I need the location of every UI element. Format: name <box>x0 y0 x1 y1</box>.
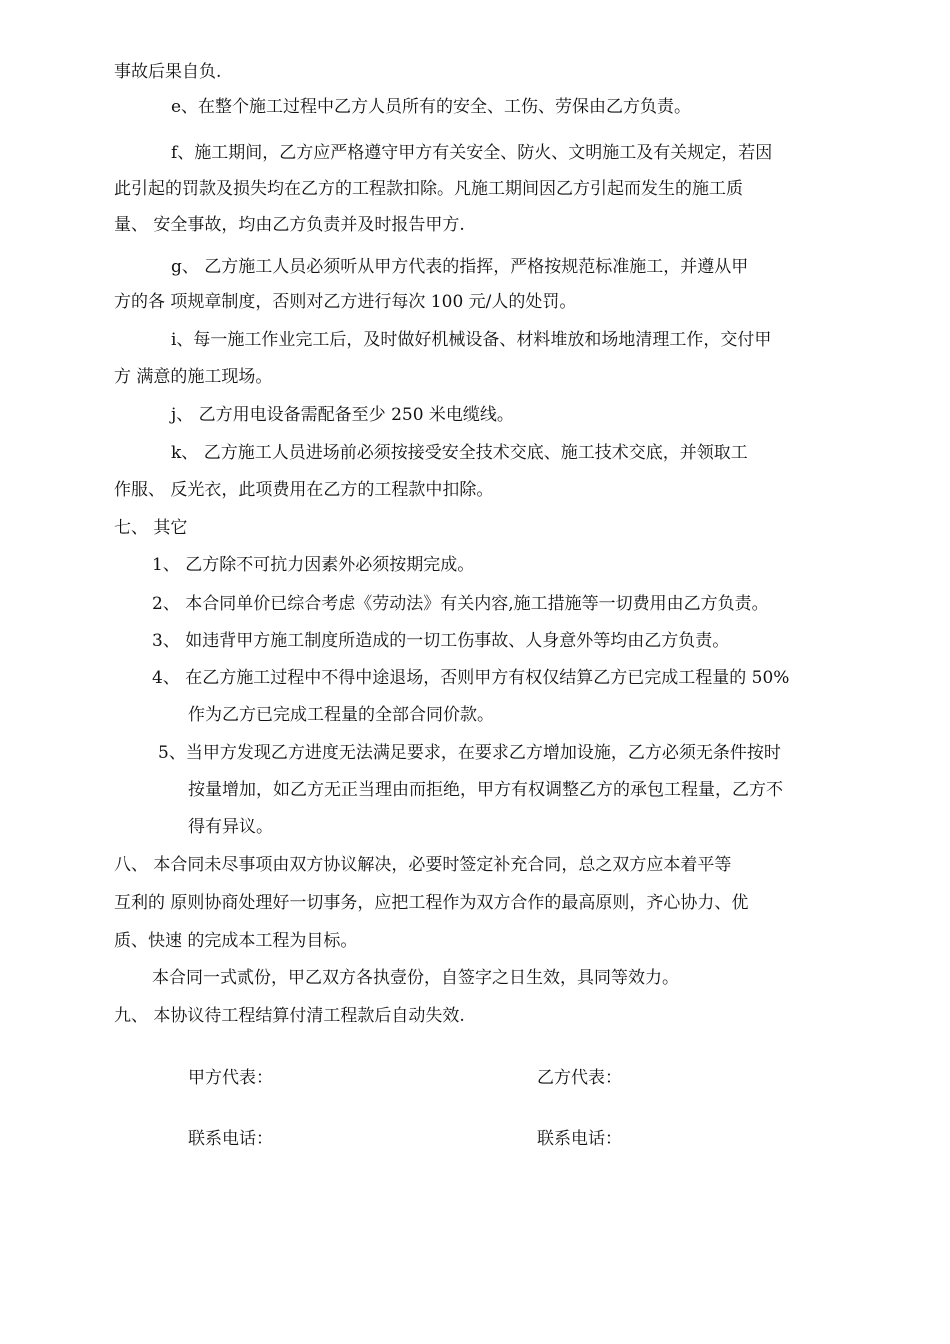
party-a-phone-label: 联系电话： <box>188 1129 273 1149</box>
section-heading: 七、 其它 <box>114 518 188 538</box>
text-line: 量、 安全事故，均由乙方负责并及时报告甲方. <box>114 215 465 235</box>
list-item-continuation: 得有异议。 <box>188 817 273 837</box>
section-heading: 九、 本协议待工程结算付清工程款后自动失效. <box>114 1006 465 1026</box>
party-a-rep-label: 甲方代表： <box>188 1068 273 1088</box>
text-line: 事故后果自负. <box>114 62 222 82</box>
text-line: i、每一施工作业完工后，及时做好机械设备、材料堆放和场地清理工作，交付甲 <box>171 330 772 350</box>
list-item: 3、 如违背甲方施工制度所造成的一切工伤事故、人身意外等均由乙方负责。 <box>152 631 730 651</box>
text-line: 方的各 项规章制度，否则对乙方进行每次 100 元/人的处罚。 <box>114 292 577 312</box>
text-line: j、 乙方用电设备需配备至少 250 米电缆线。 <box>171 405 514 425</box>
list-item: 1、 乙方除不可抗力因素外必须按期完成。 <box>152 555 475 575</box>
text-line: 方 满意的施工现场。 <box>114 367 273 387</box>
list-item-continuation: 按量增加，如乙方无正当理由而拒绝，甲方有权调整乙方的承包工程量，乙方不 <box>188 780 783 800</box>
list-item: 2、 本合同单价已综合考虑《劳动法》有关内容,施工措施等一切费用由乙方负责。 <box>152 594 769 614</box>
list-item: 5、当甲方发现乙方进度无法满足要求，在要求乙方增加设施，乙方必须无条件按时 <box>158 743 781 763</box>
text-line: 此引起的罚款及损失均在乙方的工程款扣除。凡施工期间因乙方引起而发生的施工质 <box>114 179 743 199</box>
text-line: 互利的 原则协商处理好一切事务，应把工程作为双方合作的最高原则，齐心协力、优 <box>114 893 749 913</box>
text-line: e、在整个施工过程中乙方人员所有的安全、工伤、劳保由乙方负责。 <box>171 97 692 117</box>
text-line: k、 乙方施工人员进场前必须按接受安全技术交底、施工技术交底，并领取工 <box>171 443 748 463</box>
text-line: f、施工期间，乙方应严格遵守甲方有关安全、防火、文明施工及有关规定，若因 <box>171 143 773 163</box>
text-line: 作服、 反光衣，此项费用在乙方的工程款中扣除。 <box>114 480 494 500</box>
text-line: 本合同一式贰份，甲乙双方各执壹份，自签字之日生效，具同等效力。 <box>152 968 679 988</box>
section-heading: 八、 本合同未尽事项由双方协议解决，必要时签定补充合同，总之双方应本着平等 <box>114 855 732 875</box>
list-item: 4、 在乙方施工过程中不得中途退场，否则甲方有权仅结算乙方已完成工程量的 50% <box>152 668 790 688</box>
text-line: g、 乙方施工人员必须听从甲方代表的指挥，严格按规范标准施工，并遵从甲 <box>171 257 749 277</box>
text-line: 质、快速 的完成本工程为目标。 <box>114 931 358 951</box>
party-b-rep-label: 乙方代表： <box>537 1068 622 1088</box>
party-b-phone-label: 联系电话： <box>537 1129 622 1149</box>
list-item-continuation: 作为乙方已完成工程量的全部合同价款。 <box>188 705 494 725</box>
